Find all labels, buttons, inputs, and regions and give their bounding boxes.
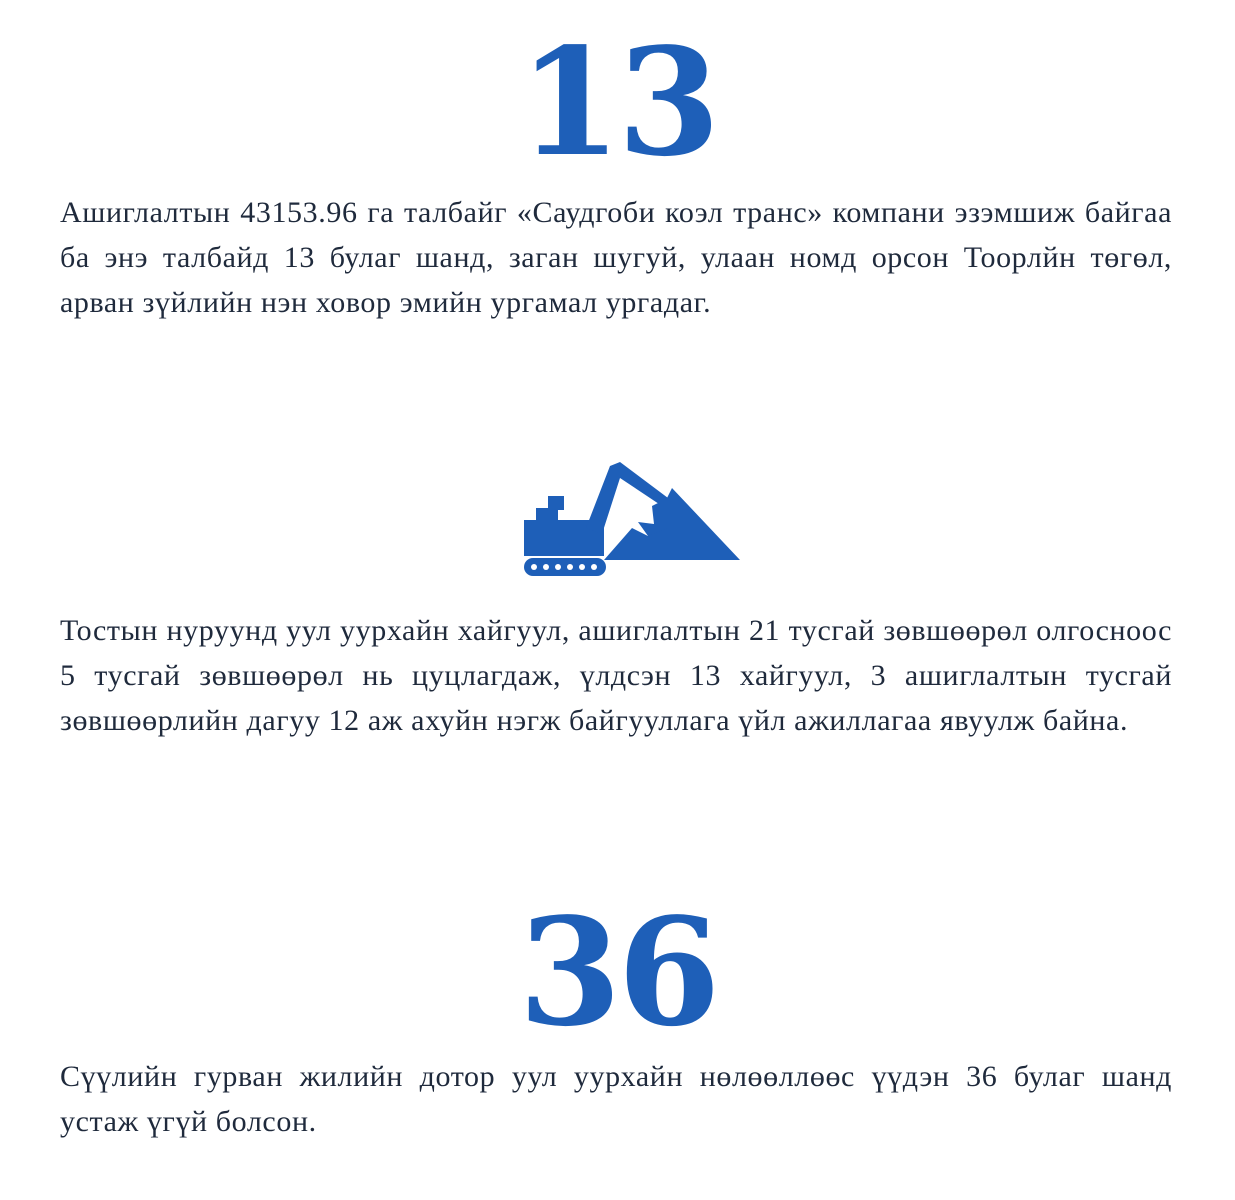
stat-description-springs-present: Ашиглалтын 43153.96 га талбайг «Саудгоби коэл транс» компани эзэмшиж байгаа ба энэ талбайд 13 булаг шанд, заган шугуй, улаан номд орсон Тоорлйн төгөл, арван зүйлийн нэн ховор эмийн ургамал ургадаг.	[60, 196, 1172, 319]
stat-number-springs-lost: 36	[518, 885, 717, 1059]
stat-description-springs-lost: Сүүлийн гурван жилийн дотор уул уурхайн нөлөөллөөс үүдэн 36 булаг шанд устаж үгүй болсон.	[60, 1060, 1172, 1138]
stat-number-springs-present: 13	[518, 15, 717, 189]
stat-description-licenses: Тостын нуруунд уул уурхайн хайгуул, ашиглалтын 21 тусгай зөвшөөрөл олгосноос 5 тусгай зөвшөөрөл нь цуцлагдаж, үлдсэн 13 хайгуул, 3 ашиглалтын тусгай зөвшөөрлийн дагуу 12 аж ахуйн нэгж байгууллага үйл ажиллагаа явуулж байна.	[60, 614, 1172, 737]
excavator-icon	[520, 458, 744, 582]
